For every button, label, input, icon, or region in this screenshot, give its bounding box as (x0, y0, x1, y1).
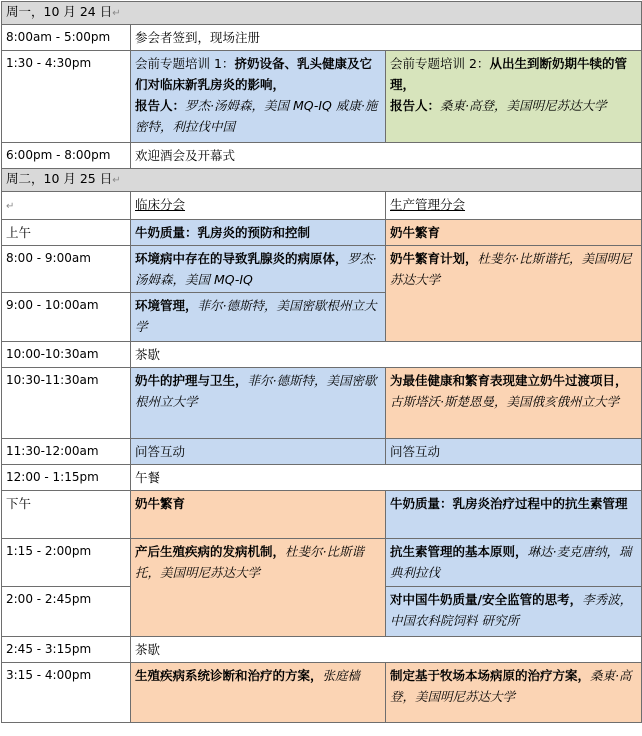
time-cell: 11:30-12:00am (2, 439, 131, 465)
track-name: 生产管理分会 (390, 197, 466, 212)
qa-cell: 问答互动 (131, 439, 386, 465)
time-cell: 2:45 - 3:15pm (2, 637, 131, 663)
schedule-row (2, 439, 642, 465)
time-cell: 9:00 - 10:00am (2, 293, 131, 342)
time-cell: 8:00 - 9:00am (2, 246, 131, 293)
reporter-name: 桑東·高登，美国明尼苏达大学 (440, 98, 607, 113)
session-topic-cell: 奶牛繁育 (131, 491, 386, 539)
track-name: 临床分会 (135, 197, 186, 212)
session-cell-training-1 (131, 51, 386, 143)
day-heading-monday (2, 2, 642, 25)
session-cell (386, 368, 642, 439)
period-label: 上午 (2, 220, 131, 246)
session-topic-cell: 奶牛繁育 (386, 220, 642, 246)
schedule-row (2, 368, 642, 439)
schedule-row (2, 663, 642, 723)
schedule-row (2, 51, 642, 143)
speaker-name: 李秀波，中国农科院饲料 研究所 (390, 592, 633, 628)
qa-cell: 问答互动 (386, 439, 642, 465)
session-prefix: 会前专题培训 1： (135, 56, 235, 71)
empty-cell (2, 192, 131, 220)
event-cell: 茶歇 (131, 637, 642, 663)
time-cell: 1:30 - 4:30pm (2, 51, 131, 143)
session-title: 抗生素管理的基本原则， (390, 544, 528, 559)
session-title: 从出生到断奶期牛犊的管理， (390, 56, 627, 92)
schedule-row (2, 246, 642, 293)
day-row-tuesday (2, 169, 642, 192)
session-cell (386, 663, 642, 723)
paragraph-mark-icon: ↵ (112, 175, 121, 186)
track-header-row (2, 192, 642, 220)
day-heading-tuesday (2, 169, 642, 192)
time-cell: 8:00am - 5:00pm (2, 25, 131, 51)
reporter-name: 罗杰·汤姆森，美国 MQ-IQ 威康·施密特，利拉伐中国 (135, 98, 378, 134)
paragraph-mark-icon: ↵ (6, 201, 15, 212)
session-title: 对中国牛奶质量/安全监管的思考， (390, 592, 583, 607)
event-cell: 参会者签到，现场注册 (131, 25, 642, 51)
session-title: 生殖疾病系统诊断和治疗的方案， (135, 668, 323, 683)
session-title: 奶牛的护理与卫生， (135, 373, 248, 388)
speaker-name: 琳达·麦克唐纳，瑞典利拉伐 (390, 544, 632, 580)
session-prefix: 会前专题培训 2： (390, 56, 490, 71)
schedule-row (2, 220, 642, 246)
time-cell: 12:00 - 1:15pm (2, 465, 131, 491)
schedule-row (2, 491, 642, 539)
track-header-production (386, 192, 642, 220)
session-cell-training-2 (386, 51, 642, 143)
day-label: 周一，10 月 24 日 (6, 4, 113, 19)
day-label: 周二，10 月 25 日 (6, 171, 113, 186)
speaker-name: 古斯塔沃·斯楚恩曼，美国俄亥俄州立大学 (390, 394, 619, 409)
event-cell: 午餐 (131, 465, 642, 491)
session-cell (386, 539, 642, 587)
schedule-table (1, 1, 642, 723)
schedule-row (2, 342, 642, 368)
session-topic-cell: 牛奶质量：乳房炎治疗过程中的抗生素管理 (386, 491, 642, 539)
time-cell: 10:30-11:30am (2, 368, 131, 439)
session-topic-cell: 牛奶质量：乳房炎的预防和控制 (131, 220, 386, 246)
schedule-row (2, 143, 642, 169)
schedule-row (2, 465, 642, 491)
reporter-label: 报告人： (135, 98, 186, 113)
session-cell (131, 246, 386, 293)
speaker-name: 张庭樯 (322, 668, 361, 683)
speaker-name: 菲尔·德斯特，美国密歇根州立大学 (135, 298, 377, 334)
schedule-row (2, 25, 642, 51)
speaker-name: 桑東·高登，美国明尼苏达大学 (390, 668, 632, 704)
session-title: 环境管理， (135, 298, 198, 313)
session-title: 环境病中存在的导致乳腺炎的病原体， (135, 251, 348, 266)
session-cell (386, 246, 642, 342)
time-cell: 1:15 - 2:00pm (2, 539, 131, 587)
paragraph-mark-icon: ↵ (112, 8, 121, 19)
session-cell (131, 368, 386, 439)
reporter-label: 报告人： (390, 98, 441, 113)
speaker-name: 杜斐尔·比斯谐托，美国明尼苏达大学 (390, 251, 632, 287)
session-cell (131, 293, 386, 342)
session-title: 为最佳健康和繁育表现建立奶牛过渡项目， (390, 373, 628, 388)
time-cell: 10:00-10:30am (2, 342, 131, 368)
event-cell: 茶歇 (131, 342, 642, 368)
session-title: 制定基于牧场本场病原的治疗方案， (390, 668, 591, 683)
session-cell (131, 663, 386, 723)
speaker-name: 罗杰·汤姆森，美国 MQ-IQ (135, 251, 377, 287)
session-title: 挤奶设备、乳头健康及它们对临床新乳房炎的影响， (135, 56, 372, 92)
session-title: 产后生殖疾病的发病机制， (135, 544, 286, 559)
session-cell (386, 587, 642, 637)
track-header-clinical (131, 192, 386, 220)
event-cell: 欢迎酒会及开幕式 (131, 143, 642, 169)
speaker-name: 杜斐尔·比斯谐托，美国明尼苏达大学 (135, 544, 364, 580)
session-title: 奶牛繁育计划， (390, 251, 478, 266)
speaker-name: 菲尔·德斯特，美国密歇根州立大学 (135, 373, 377, 409)
period-label: 下午 (2, 491, 131, 539)
time-cell: 6:00pm - 8:00pm (2, 143, 131, 169)
day-row-monday (2, 2, 642, 25)
schedule-row (2, 539, 642, 587)
schedule-row (2, 637, 642, 663)
time-cell: 3:15 - 4:00pm (2, 663, 131, 723)
session-cell (131, 539, 386, 637)
time-cell: 2:00 - 2:45pm (2, 587, 131, 637)
